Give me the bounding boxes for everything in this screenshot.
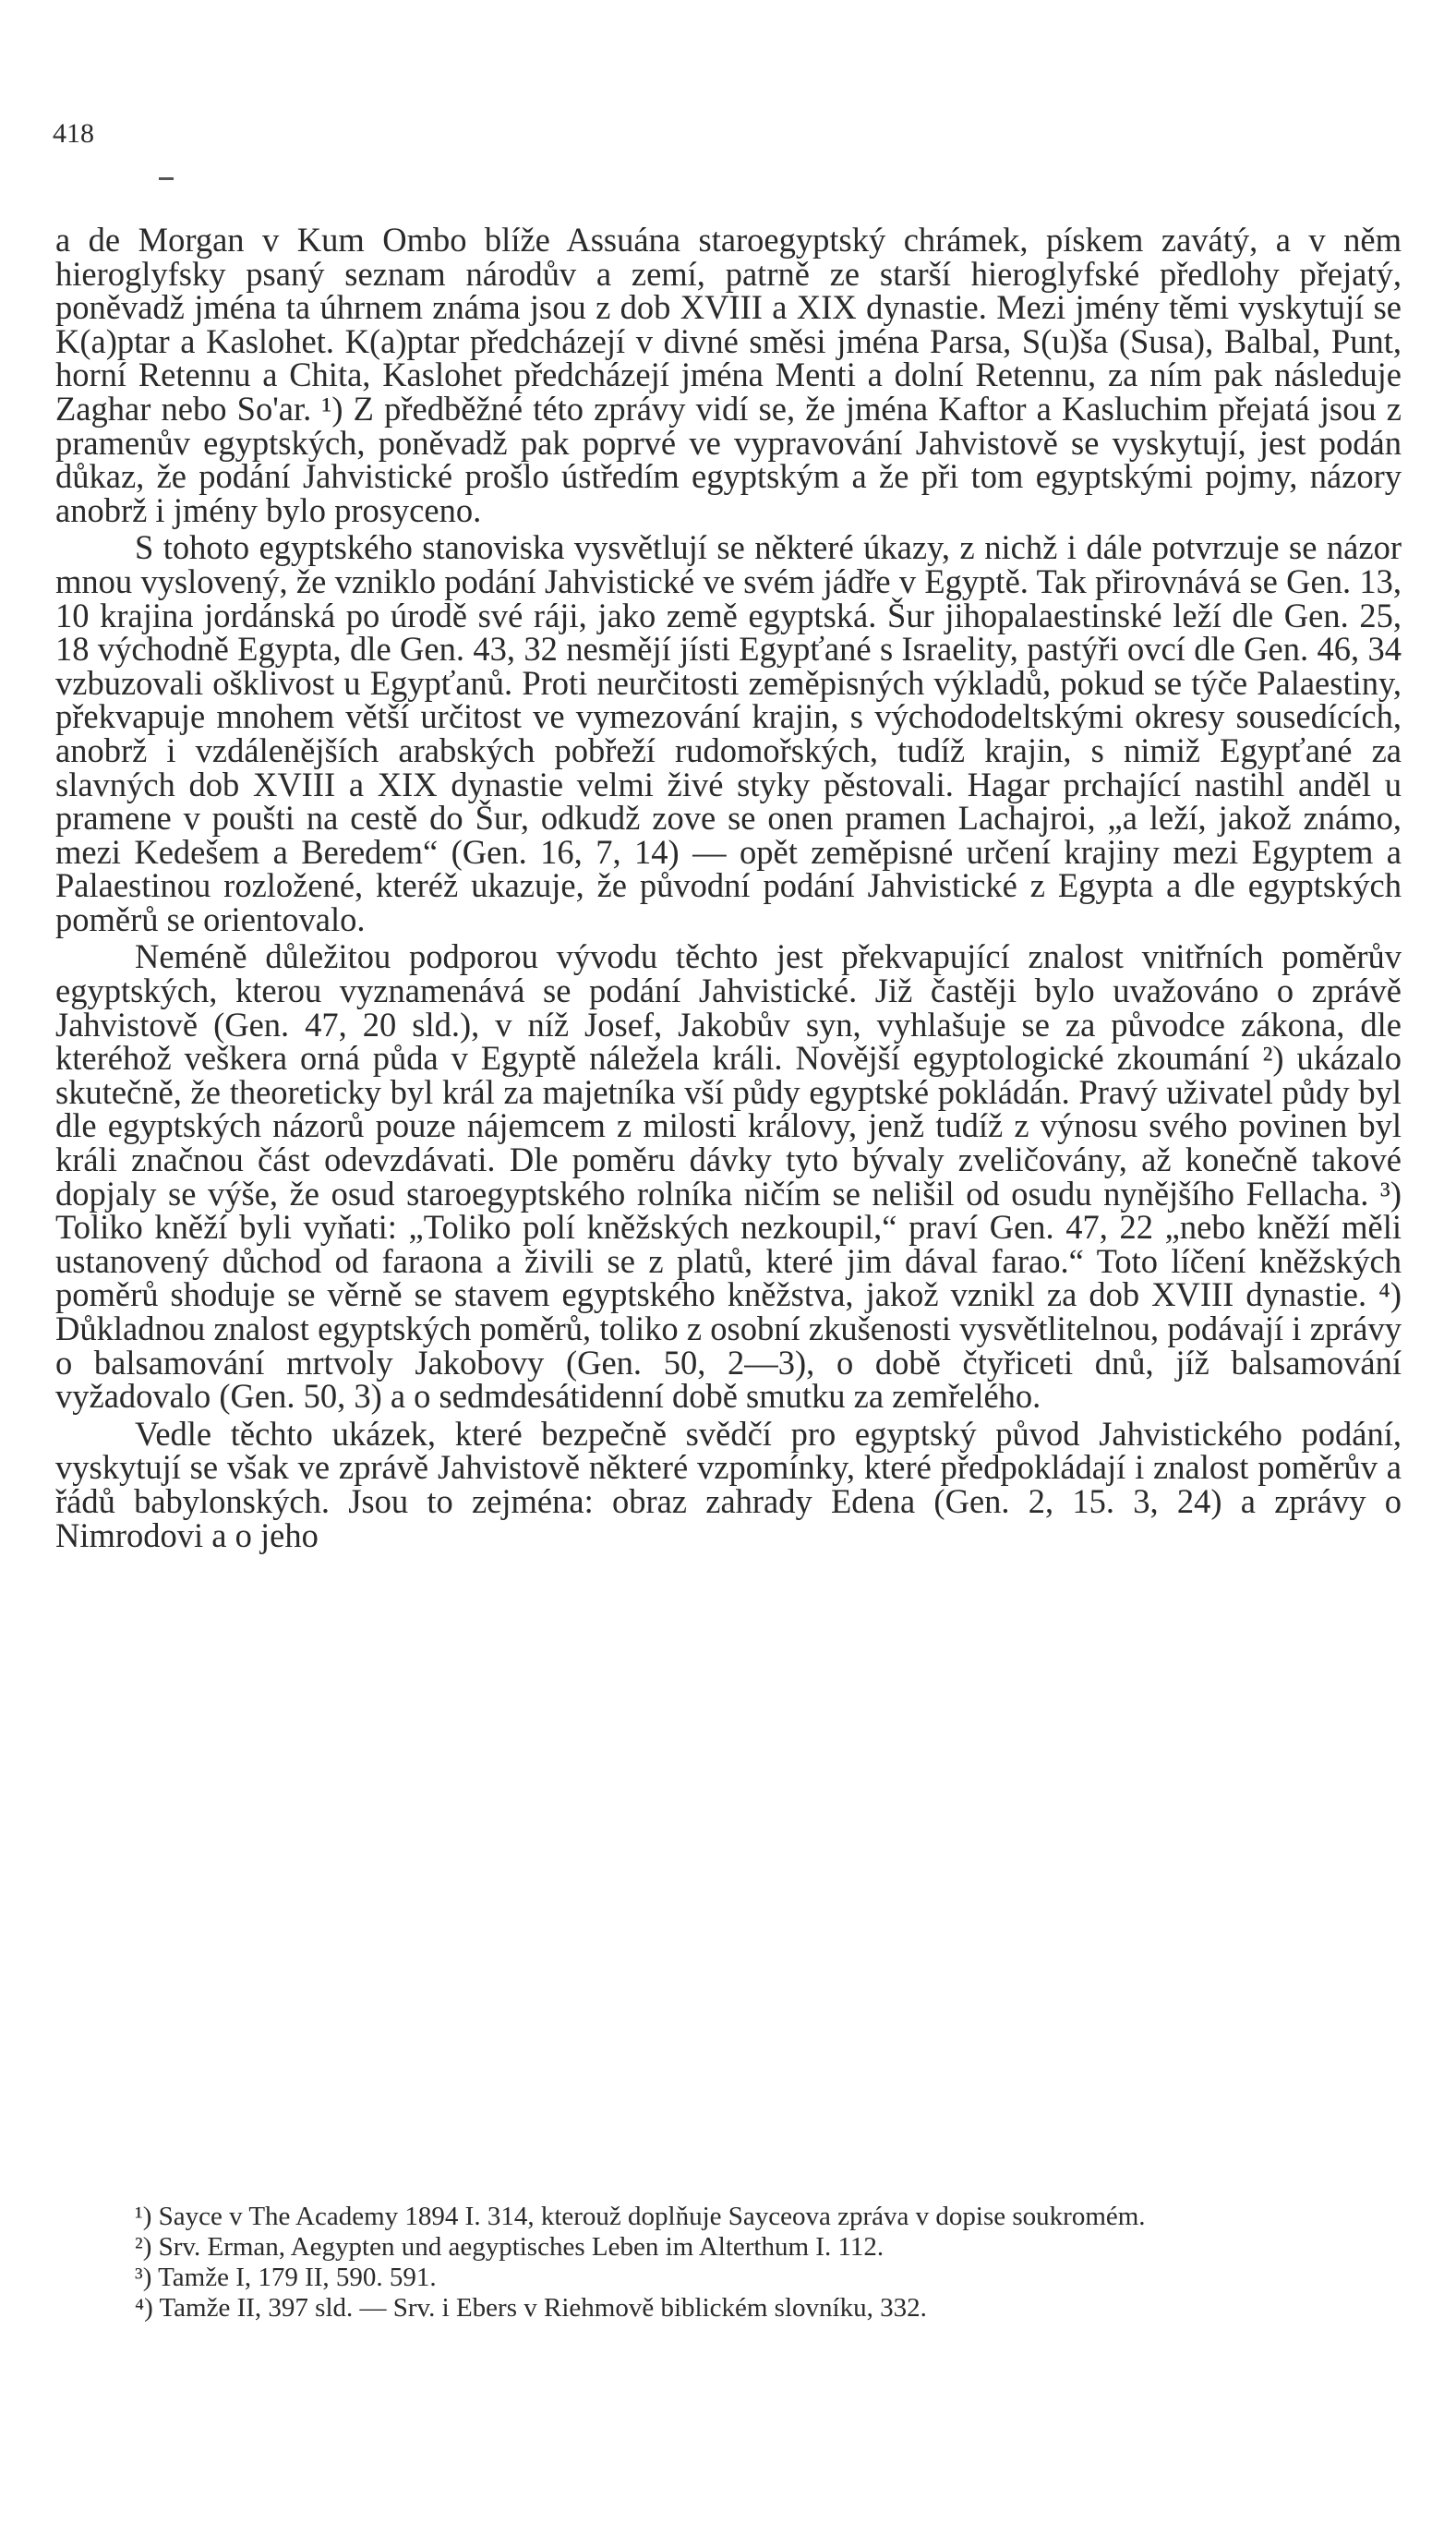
paragraph-2: S tohoto egyptského stanoviska vysvětlují se některé úkazy, z nichž i dále potvrzuje se názor mnou vyslovený, že vzniklo podání Jahvistické ve svém jádře v Egyptě. Tak přirovnává se Gen. 13, 10 krajina jordánská po úrodě své ráji, jako země egyptská. Šur jihopalaestinské leží dle Gen. 25, 18 východně Egypta, dle Gen. 43, 32 nesmějí jísti Egypťané s Israelity, pastýři ovcí dle Gen. 46, 34 vzbuzovali ošklivost u Egypťanů. Proti neurčitosti zeměpisných výkladů, pokud se týče Palaestiny, překvapuje mnohem větší určitost ve vymezování krajin, s východodeltskými okresy sousedících, anobrž i vzdálenějších arabských pobřeží rudomořských, tudíž krajin, s nimiž Egypťané za slavných dob XVIII a XIX dynastie velmi živé styky pěstovali. Hagar prchající nastihl anděl u pramene v poušti na cestě do Šur, odkudž zove se onen pramen Lachajroi, „a leží, jakož známo, mezi Kedešem a Beredem“ (Gen. 16, 7, 14) — opět zeměpisné určení krajiny mezi Egyptem a Palaestinou rozložené, kteréž ukazuje, že původní podání Jahvistické z Egypta a dle egyptských poměrů se orientovalo. [55, 528, 1402, 938]
paragraph-3: Neméně důležitou podporou vývodu těchto jest překvapující znalost vnitřních poměrův egyptských, kterou vyznamenává se podání Jahvistické. Již častěji bylo uvažováno o zprávě Jahvistově (Gen. 47, 20 sld.), v níž Josef, Jakobův syn, vyhlašuje se za původce zákona, dle kteréhož veškera orná půda v Egyptě náležela králi. Novější egyptologické zkoumání ²) ukázalo skutečně, že theoreticky byl král za majetníka vší půdy egyptské pokládán. Pravý uživatel půdy byl dle egyptských názorů pouze nájemcem z milosti královy, jenž tudíž z výnosu svého povinen byl králi značnou část odevzdávati. Dle poměru dávky tyto bývaly zveličovány, až konečně takové dopjaly se výše, že osud staroegyptského rolníka ničím se nelišil od osudu nynějšího Fellacha. ³) Toliko kněží byli vyňati: „Toliko polí kněžských nezkoupil,“ praví Gen. 47, 22 „nebo kněží měli ustanovený důchod od faraona a živili se z platů, které jim dával farao.“ Toto líčení kněžských poměrů shoduje se věrně se stavem egyptského kněžstva, jakož vznikl za dob XVIII dynastie. ⁴) Důkladnou znalost egyptských poměrů, toliko z osobní zkušenosti vysvětlitelnou, podávají i zprávy o balsamování mrtvoly Jakobovy (Gen. 50, 2—3), o době čtyřiceti dnů, jíž balsamování vyžadovalo (Gen. 50, 3) a o sedmdesátidenní době smutku za zemřelého. [55, 937, 1402, 1416]
footnote-3: ³) Tamže I, 179 II, 590. 591. [135, 2263, 437, 2292]
paragraph-4: Vedle těchto ukázek, které bezpečně svědčí pro egyptský původ Jahvistického podání, vyskytují se však ve zprávě Jahvistově některé vzpomínky, které předpokládají i znalost poměrův a řádů babylonských. Jsou to zejména: obraz zahrady Edena (Gen. 2, 15. 3, 24) a zprávy o Nimrodovi a o jeho [55, 1414, 1402, 1554]
footnote-2: ²) Srv. Erman, Aegypten und aegyptisches Leben im Alterthum I. 112. [135, 2232, 884, 2262]
page-number: 418 [53, 118, 94, 149]
footnote-4: ⁴) Tamže II, 397 sld. — Srv. i Ebers v Riehmově biblickém slovníku, 332. [135, 2293, 927, 2323]
paragraph-1: a de Morgan v Kum Ombo blíže Assuána staroegyptský chrámek, pískem zavátý, a v něm hieroglyfsky psaný seznam národův a zemí, patrně ze starší hieroglyfské předlohy přejatý, poněvadž jména ta úhrnem známa jsou z dob XVIII a XIX dynastie. Mezi jmény těmi vyskytují se K(a)ptar a Kaslohet. K(a)ptar předcházejí v divné směsi jména Parsa, S(u)ša (Susa), Balbal, Punt, horní Retennu a Chita, Kaslohet předcházejí jména Menti a dolní Retennu, za ním pak následuje Zaghar nebo So'ar. ¹) Z předběžné této zprávy vidí se, že jména Kaftor a Kasluchim přejatá jsou z pramenův egyptských, poněvadž pak poprvé ve vypravování Jahvistově se vyskytují, jest podán důkaz, že podání Jahvistické prošlo ústředím egyptským a že při tom egyptskými pojmy, názory anobrž i jmény bylo prosyceno. [55, 221, 1402, 529]
footnote-1: ¹) Sayce v The Academy 1894 I. 314, kterouž doplňuje Sayceova zpráva v dopise soukromém. [135, 2202, 1146, 2231]
footnotes [55, 2203, 1402, 2324]
print-mark [159, 177, 174, 180]
body-text [55, 223, 1402, 1556]
